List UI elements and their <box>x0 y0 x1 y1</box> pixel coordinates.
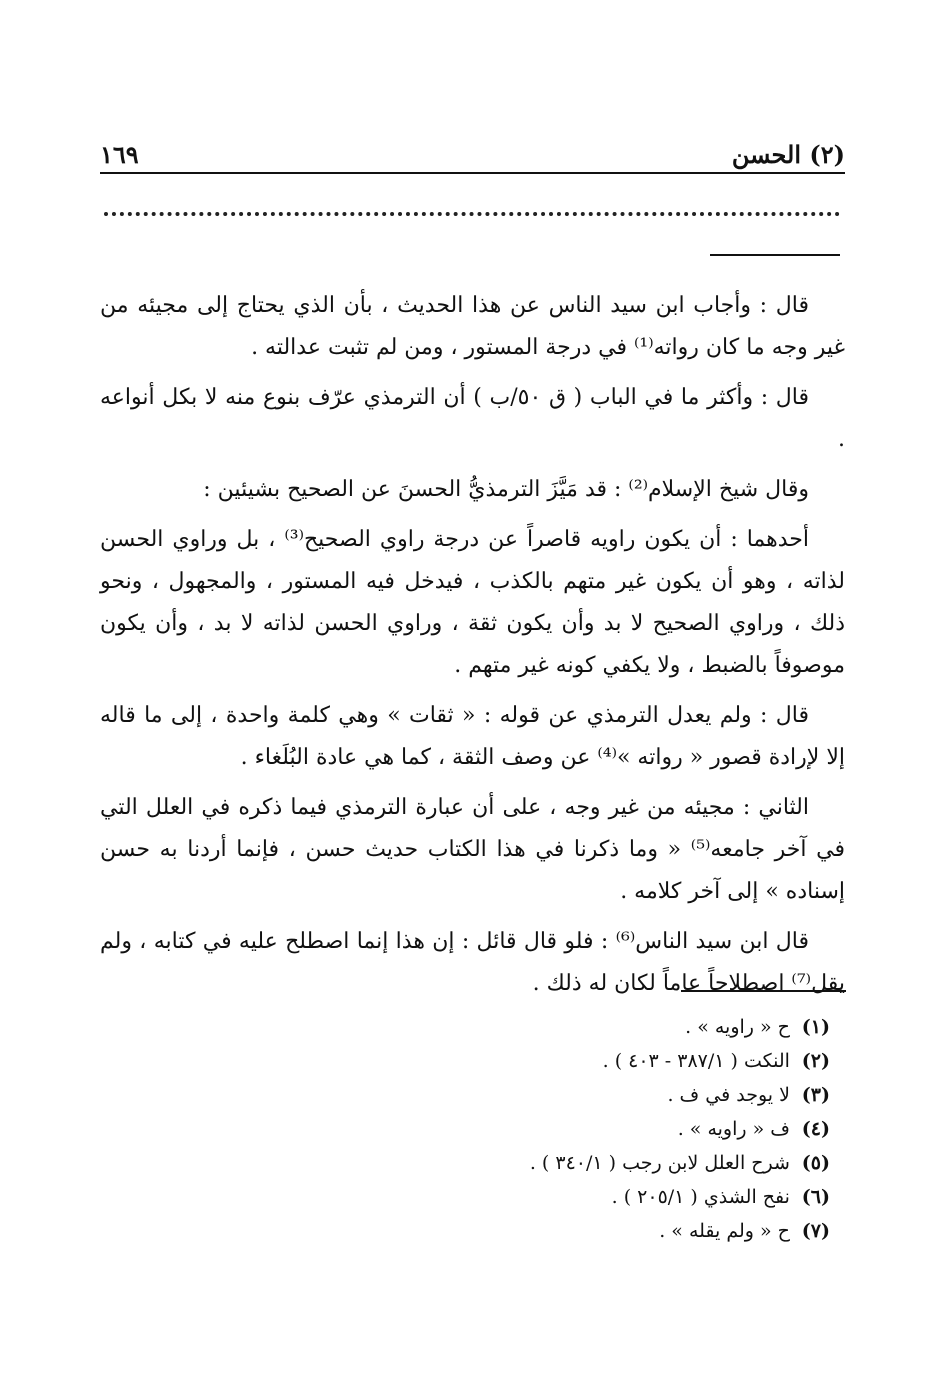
running-header <box>100 140 845 170</box>
main-text <box>100 285 845 1013</box>
header-rule <box>100 172 845 174</box>
paragraph: قال ابن سيد الناس⁽⁶⁾ : فلو قال قائل : إن هذا إنما اصطلح عليه في كتابه ، ولم يقل⁽⁷⁾ اصطلاحاً عاماً لكان له ذلك . <box>100 929 845 996</box>
page-number: ١٦٩ <box>100 140 139 169</box>
footnote-number: (٢) <box>801 1050 830 1072</box>
footnote-number: (٧) <box>801 1220 830 1242</box>
footnotes <box>100 1010 830 1248</box>
section-rule <box>710 254 840 256</box>
footnote-text: ح « راويه » . <box>685 1016 790 1038</box>
footnote-text: ف « راويه » . <box>677 1118 790 1140</box>
footnote-number: (٣) <box>801 1084 830 1106</box>
paragraph: قال : وأجاب ابن سيد الناس عن هذا الحديث ، بأن الذي يحتاج إلى مجيئه من غير وجه ما كان رواته⁽¹⁾ في درجة المستور ، ومن لم تثبت عدالته . <box>100 293 845 360</box>
footnote-item <box>100 1044 830 1078</box>
footnote-item <box>100 1078 830 1112</box>
footnote-item <box>100 1214 830 1248</box>
footnote-number: (٤) <box>801 1118 830 1140</box>
footnote-number: (٦) <box>801 1186 830 1208</box>
footnote-list <box>100 1010 830 1248</box>
dotted-separator <box>104 212 840 216</box>
footnote-number: (١) <box>801 1016 830 1038</box>
footnote-item <box>100 1010 830 1044</box>
footnote-rule <box>681 990 846 992</box>
footnote-text: شرح العلل لابن رجب ( ٣٤٠/١ ) . <box>529 1152 790 1174</box>
footnote-item <box>100 1146 830 1180</box>
footnote-text: ح « ولم يقله » . <box>659 1220 790 1242</box>
paragraph: أحدهما : أن يكون راويه قاصراً عن درجة راوي الصحيح⁽³⁾ ، بل وراوي الحسن لذاته ، وهو أن يكون غير متهم بالكذب ، فيدخل فيه المستور ، والمجهول ، ونحو ذلك ، وراوي الصحيح لا بد وأن يكون ثقة ، وراوي الحسن لذاته لا بد ، وأن يكون موصوفاً بالضبط ، ولا يكفي كونه غير متهم . <box>100 527 845 678</box>
paragraph: قال : ولم يعدل الترمذي عن قوله : « ثقات » وهي كلمة واحدة ، إلى ما قاله إلا لإرادة قصور « رواته »⁽⁴⁾ عن وصف الثقة ، كما هي عادة البُلَغاء . <box>100 703 845 770</box>
footnote-text: النكت ( ٣٨٧/١ - ٤٠٣ ) . <box>602 1050 790 1072</box>
footnote-item <box>100 1112 830 1146</box>
paragraph: الثاني : مجيئه من غير وجه ، على أن عبارة الترمذي فيما ذكره في العلل التي في آخر جامعه⁽⁵⁾ « وما ذكرنا في هذا الكتاب حديث حسن ، فإنما أردنا به حسن إسناده » إلى آخر كلامه . <box>100 795 846 904</box>
footnote-number: (٥) <box>801 1152 830 1174</box>
footnote-text: نفح الشذي ( ٢٠٥/١ ) . <box>611 1186 790 1208</box>
paragraph: قال : وأكثر ما في الباب ( ق ٥٠/ب ) أن الترمذي عرّف بنوع منه لا بكل أنواعه . <box>100 385 845 452</box>
chapter-title: (٢) الحسن <box>731 140 845 169</box>
footnote-text: لا يوجد في ف . <box>667 1084 790 1106</box>
paragraph: وقال شيخ الإسلام⁽²⁾ : قد مَيَّزَ الترمذيُّ الحسنَ عن الصحيح بشيئين : <box>203 477 809 502</box>
footnote-item <box>100 1180 830 1214</box>
